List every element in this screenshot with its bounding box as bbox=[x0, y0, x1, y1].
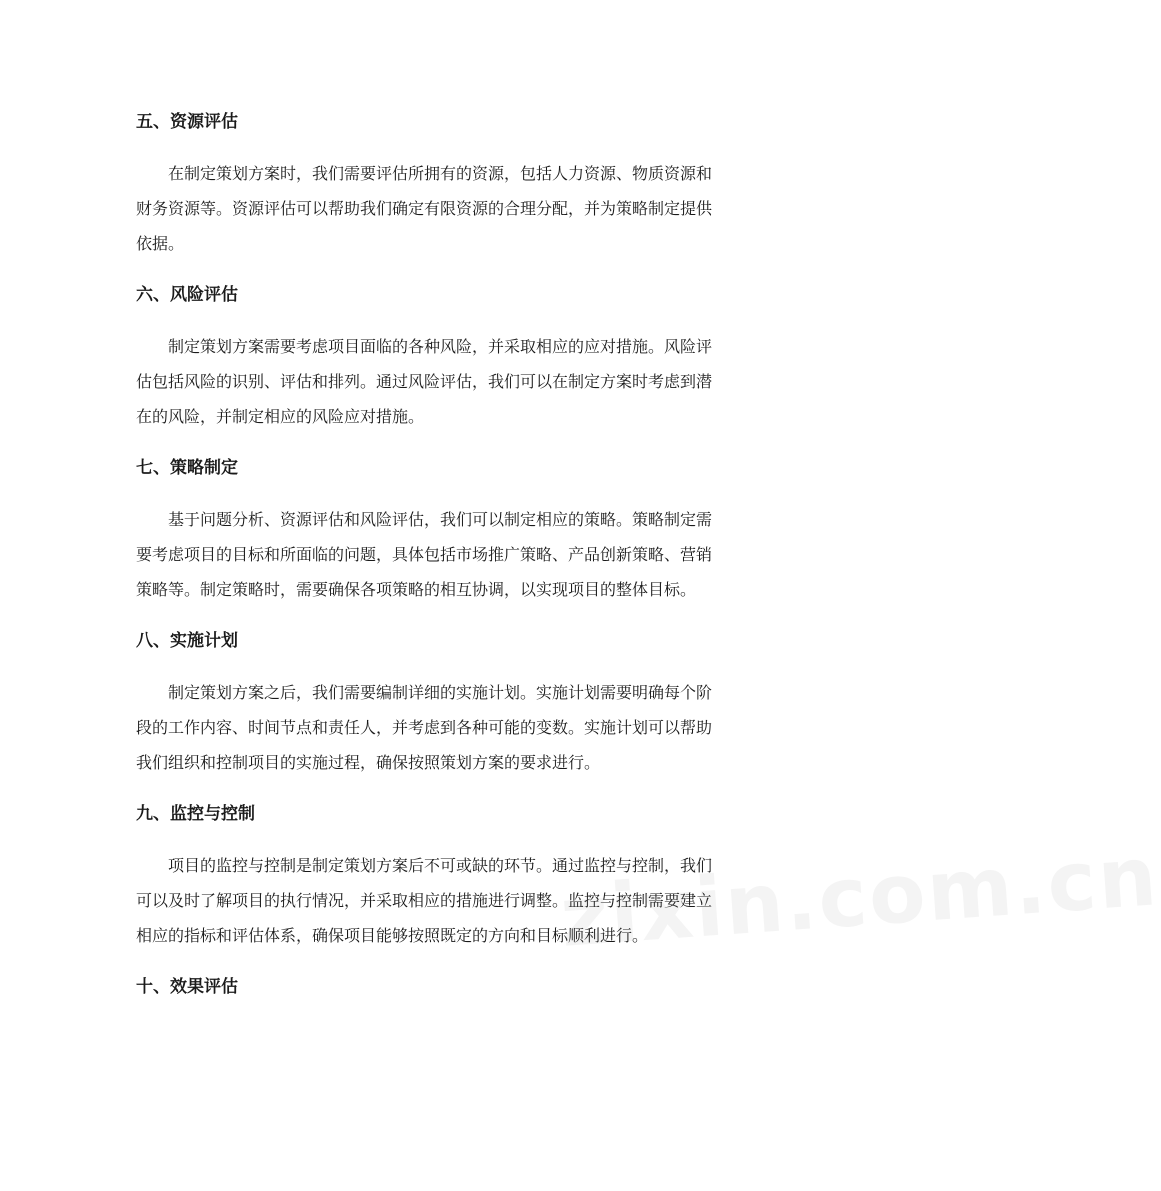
section-paragraph: 基于问题分析、资源评估和风险评估，我们可以制定相应的策略。策略制定需 要考虑项目的目标和所面临的问题，具体包括市场推广策略、产品创新策略、营销 策略等。制定策略时，需要确保各项策略的相互协调，以实现项目的整体目标。 bbox=[136, 510, 713, 599]
section-heading: 八、实施计划 bbox=[136, 631, 238, 651]
section-risk-assessment bbox=[136, 283, 786, 434]
section-monitoring-control bbox=[136, 802, 786, 953]
section-heading: 五、资源评估 bbox=[136, 112, 238, 132]
section-paragraph: 制定策划方案之后，我们需要编制详细的实施计划。实施计划需要明确每个阶 段的工作内容、时间节点和责任人，并考虑到各种可能的变数。实施计划可以帮助 我们组织和控制项目的实施过程，确保按照策划方案的要求进行。 bbox=[136, 683, 713, 772]
watermark: zixin.com.cn bbox=[557, 829, 1161, 966]
section-strategy bbox=[136, 456, 786, 607]
section-paragraph: 在制定策划方案时，我们需要评估所拥有的资源，包括人力资源、物质资源和 财务资源等。资源评估可以帮助我们确定有限资源的合理分配，并为策略制定提供 依据。 bbox=[136, 164, 713, 253]
section-effect-evaluation bbox=[136, 975, 786, 999]
section-heading: 十、效果评估 bbox=[136, 977, 238, 997]
section-resource-assessment bbox=[136, 110, 786, 261]
section-paragraph: 项目的监控与控制是制定策划方案后不可或缺的环节。通过监控与控制，我们 可以及时了解项目的执行情况，并采取相应的措施进行调整。监控与控制需要建立 相应的指标和评估体系，确保项目能够按照既定的方向和目标顺利进行。 bbox=[136, 856, 713, 945]
section-heading: 六、风险评估 bbox=[136, 285, 238, 305]
section-heading: 七、策略制定 bbox=[136, 458, 238, 478]
section-heading: 九、监控与控制 bbox=[136, 804, 255, 824]
section-implementation-plan bbox=[136, 629, 786, 780]
document-body bbox=[136, 110, 786, 1021]
section-paragraph: 制定策划方案需要考虑项目面临的各种风险，并采取相应的应对措施。风险评 估包括风险的识别、评估和排列。通过风险评估，我们可以在制定方案时考虑到潜 在的风险，并制定相应的风险应对措施。 bbox=[136, 337, 713, 426]
